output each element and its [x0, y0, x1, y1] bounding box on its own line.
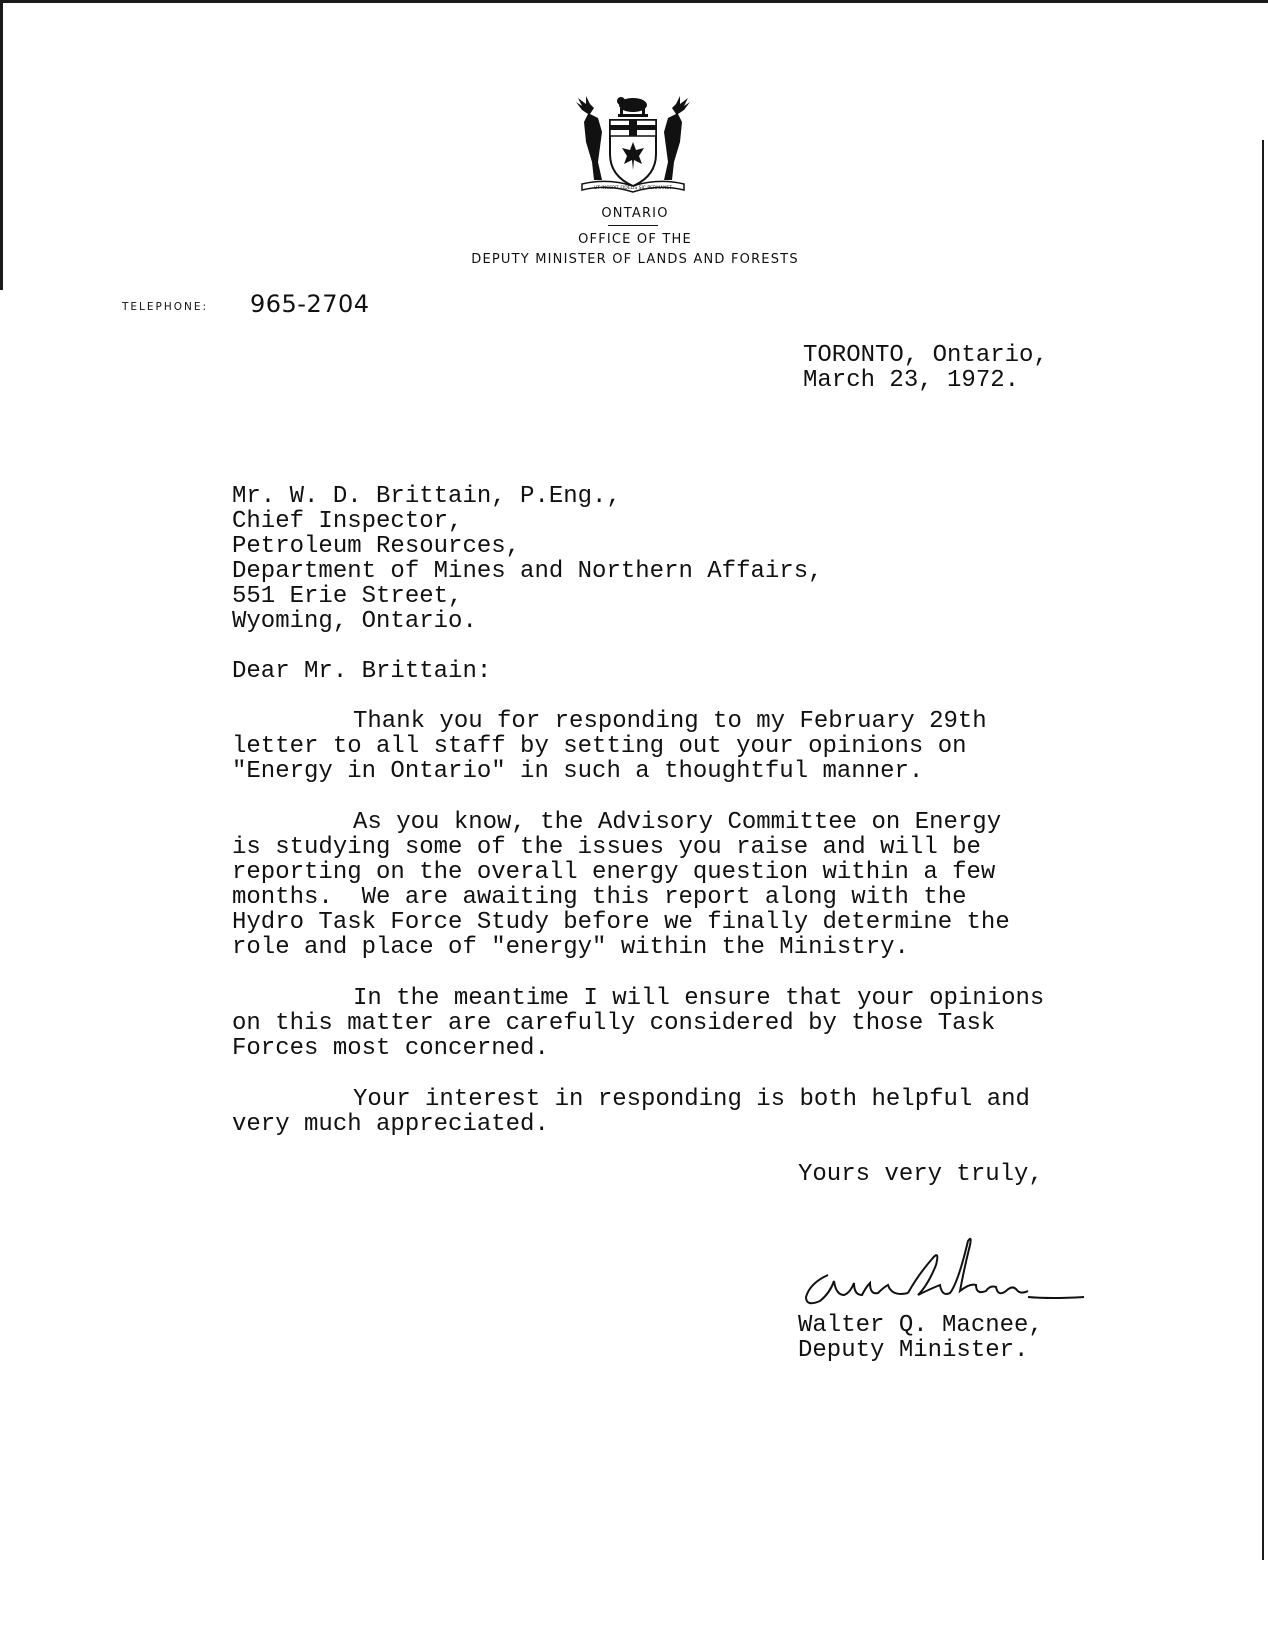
body-p2-line: reporting on the overall energy question within a few	[232, 859, 996, 886]
recipient-branch: Petroleum Resources,	[232, 533, 521, 560]
body-p3-line: on this matter are carefully considered by those Task	[232, 1010, 996, 1037]
ontario-coat-of-arms-icon	[568, 92, 698, 202]
letterhead-rule	[608, 225, 658, 226]
salutation: Dear Mr. Brittain:	[232, 658, 492, 685]
body-p3-line: In the meantime I will ensure that your opinions	[353, 985, 1045, 1012]
recipient-city: Wyoming, Ontario.	[232, 608, 477, 635]
letterhead-province: ONTARIO	[601, 206, 669, 221]
recipient-title: Chief Inspector,	[232, 508, 463, 535]
body-p2-line: As you know, the Advisory Committee on Energy	[353, 809, 1002, 836]
body-p2-line: role and place of "energy" within the Ministry.	[232, 934, 909, 961]
scan-edge-top	[0, 0, 1268, 3]
signatory-name: Walter Q. Macnee,	[798, 1312, 1043, 1339]
signatory-title: Deputy Minister.	[798, 1337, 1029, 1364]
telephone-label: TELEPHONE:	[122, 301, 209, 313]
date-place: TORONTO, Ontario,	[803, 342, 1048, 369]
body-p4-line: very much appreciated.	[232, 1111, 549, 1138]
scan-edge-right	[1262, 140, 1264, 1560]
body-p1-line: letter to all staff by setting out your opinions on	[232, 733, 967, 760]
body-p1-line: "Energy in Ontario" in such a thoughtful manner.	[232, 758, 924, 785]
recipient-department: Department of Mines and Northern Affairs,	[232, 558, 823, 585]
body-p2-line: is studying some of the issues you raise and will be	[232, 834, 981, 861]
telephone-number: 965-2704	[250, 290, 370, 318]
valediction: Yours very truly,	[798, 1161, 1043, 1188]
crest-motto: UT INCEPIT FIDELIS SIC PERMANET	[593, 186, 673, 191]
scan-edge-left	[0, 0, 3, 290]
letterhead-office-line2: DEPUTY MINISTER OF LANDS AND FORESTS	[471, 252, 799, 267]
body-p2-line: Hydro Task Force Study before we finally determine the	[232, 909, 1010, 936]
body-p3-line: Forces most concerned.	[232, 1035, 549, 1062]
date-line: March 23, 1972.	[803, 367, 1020, 394]
letterhead-office-line1: OFFICE OF THE	[578, 232, 692, 247]
body-p2-line: months. We are awaiting this report along with the	[232, 884, 967, 911]
recipient-street: 551 Erie Street,	[232, 583, 463, 610]
body-p4-line: Your interest in responding is both helpful and	[353, 1086, 1030, 1113]
recipient-name: Mr. W. D. Brittain, P.Eng.,	[232, 483, 621, 510]
body-p1-line: Thank you for responding to my February 29th	[353, 708, 987, 735]
